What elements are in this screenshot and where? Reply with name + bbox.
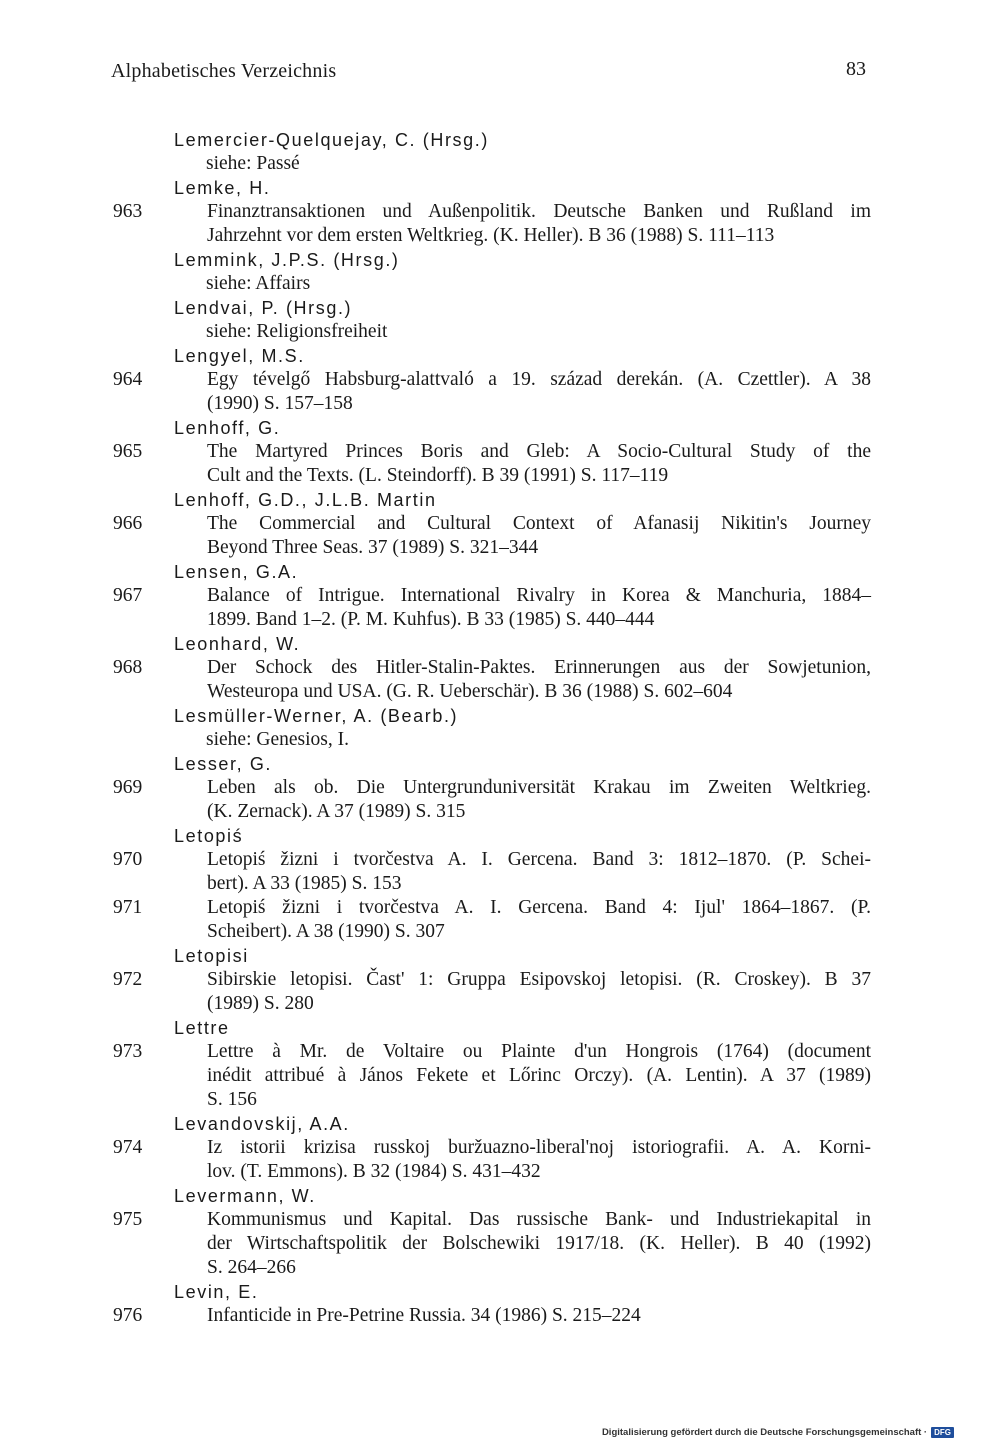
- entry-continuation: [111, 1256, 871, 1280]
- entry-line: [111, 1304, 871, 1328]
- author-heading: Lemke, H.: [174, 178, 271, 198]
- entry-continuation: [111, 1064, 871, 1088]
- entry-line: [111, 200, 871, 224]
- author-heading: Lenhoff, G.: [174, 418, 281, 438]
- entry-continuation: [111, 800, 871, 824]
- entry-text: 1899. Band 1–2. (P. M. Kuhfus). B 33 (1985) S. 440–444: [207, 609, 655, 630]
- entry-text: der Wirtschaftspolitik der Bolschewiki 1917/18. (K. Heller). B 40 (1992): [207, 1233, 871, 1254]
- entry-continuation: [111, 224, 871, 248]
- entry-number: 967: [113, 585, 143, 606]
- entry-number: 973: [113, 1041, 143, 1062]
- entry-text: Beyond Three Seas. 37 (1989) S. 321–344: [207, 537, 539, 558]
- author-heading: Lemercier-Quelquejay, C. (Hrsg.): [174, 130, 489, 150]
- entry-number: 968: [113, 657, 143, 678]
- page-header: [111, 60, 866, 90]
- entry-text: Jahrzehnt vor dem ersten Weltkrieg. (K. Heller). B 36 (1988) S. 111–113: [207, 225, 775, 246]
- entry-number: 966: [113, 513, 143, 534]
- entry-text: S. 264–266: [207, 1257, 296, 1278]
- author-heading: Leonhard, W.: [174, 634, 301, 654]
- see-reference: siehe: Genesios, I.: [206, 729, 349, 750]
- dfg-logo: DFG: [931, 1427, 954, 1438]
- entry-line: [111, 968, 871, 992]
- entry-number: 972: [113, 969, 143, 990]
- entry-line: [111, 896, 871, 920]
- author-heading: Letopiś: [174, 826, 244, 846]
- entry-text: Finanztransaktionen und Außenpolitik. Deutsche Banken und Rußland im: [207, 201, 871, 222]
- entry-continuation: [111, 872, 871, 896]
- entry-line: [111, 1040, 871, 1064]
- see-reference: siehe: Affairs: [206, 273, 311, 294]
- entry-number: 970: [113, 849, 143, 870]
- entry-number: 965: [113, 441, 143, 462]
- digitization-credit: [602, 1427, 954, 1438]
- see-reference: siehe: Religionsfreiheit: [206, 321, 388, 342]
- entry-text: (1990) S. 157–158: [207, 393, 353, 414]
- entry-text: Balance of Intrigue. International Rivalry in Korea & Manchuria, 1884–: [207, 585, 871, 606]
- entry-text: bert). A 33 (1985) S. 153: [207, 873, 402, 894]
- entry-continuation: [111, 1088, 871, 1112]
- entry-line: [111, 1136, 871, 1160]
- entry-text: (K. Zernack). A 37 (1989) S. 315: [207, 801, 466, 822]
- entry-number: 976: [113, 1305, 143, 1326]
- entry-continuation: [111, 608, 871, 632]
- index-entries: [111, 128, 871, 1328]
- entry-line: [111, 656, 871, 680]
- entry-text: Iz istorii krizisa russkoj buržuazno-liberal'noj istoriografii. A. A. Korni-: [207, 1137, 871, 1158]
- author-heading: Lesmüller-Werner, A. (Bearb.): [174, 706, 459, 726]
- author-heading: Levermann, W.: [174, 1186, 316, 1206]
- entry-number: 963: [113, 201, 143, 222]
- author-heading: Lesser, G.: [174, 754, 273, 774]
- author-heading: Lengyel, M.S.: [174, 346, 305, 366]
- entry-text: Sibirskie letopisi. Čast' 1: Gruppa Esipovskoj letopisi. (R. Croskey). B 37: [207, 969, 871, 990]
- credit-text: Digitalisierung gefördert durch die Deutsche Forschungsgemeinschaft ·: [601, 1427, 928, 1438]
- entry-text: Kommunismus und Kapital. Das russische Bank- und Industriekapital in: [207, 1209, 871, 1230]
- entry-continuation: [111, 536, 871, 560]
- entry-continuation: [111, 464, 871, 488]
- author-heading: Lendvai, P. (Hrsg.): [174, 298, 353, 318]
- entry-number: 964: [113, 369, 143, 390]
- entry-line: [111, 512, 871, 536]
- entry-text: Lettre à Mr. de Voltaire ou Plainte d'un Hongrois (1764) (document: [207, 1041, 871, 1062]
- author-heading: Lettre: [174, 1018, 230, 1038]
- entry-continuation: [111, 920, 871, 944]
- entry-continuation: [111, 392, 871, 416]
- entry-number: 971: [113, 897, 143, 918]
- entry-continuation: [111, 1232, 871, 1256]
- see-reference: siehe: Passé: [206, 153, 300, 174]
- author-heading: Lemmink, J.P.S. (Hrsg.): [174, 250, 400, 270]
- entry-text: (1989) S. 280: [207, 993, 314, 1014]
- entry-number: 974: [113, 1137, 143, 1158]
- entry-text: S. 156: [207, 1089, 257, 1110]
- author-heading: Levin, E.: [174, 1282, 259, 1302]
- entry-text: Letopiś žizni i tvorčestva A. I. Gercena. Band 3: 1812–1870. (P. Schei-: [207, 849, 871, 870]
- entry-text: Cult and the Texts. (L. Steindorff). B 39 (1991) S. 117–119: [207, 465, 669, 486]
- page-number: 83: [846, 58, 866, 80]
- entry-continuation: [111, 992, 871, 1016]
- entry-line: [111, 440, 871, 464]
- entry-text: inédit attribué à János Fekete et Lőrinc Orczy). (A. Lentin). A 37 (1989): [207, 1065, 871, 1086]
- running-title: Alphabetisches Verzeichnis: [111, 60, 337, 82]
- entry-line: [111, 848, 871, 872]
- author-heading: Lenhoff, G.D., J.L.B. Martin: [174, 490, 437, 510]
- author-heading: Letopisi: [174, 946, 249, 966]
- entry-continuation: [111, 680, 871, 704]
- author-heading: Levandovskij, A.A.: [174, 1114, 350, 1134]
- entry-text: Egy tévelgő Habsburg-alattvaló a 19. század derekán. (A. Czettler). A 38: [207, 369, 871, 390]
- entry-line: [111, 1208, 871, 1232]
- entry-number: 975: [113, 1209, 143, 1230]
- entry-text: Westeuropa und USA. (G. R. Ueberschär). B 36 (1988) S. 602–604: [207, 681, 733, 702]
- entry-text: Leben als ob. Die Untergrunduniversität Krakau im Zweiten Weltkrieg.: [207, 777, 871, 798]
- entry-text: Letopiś žizni i tvorčestva A. I. Gercena. Band 4: Ijul' 1864–1867. (P.: [207, 897, 871, 918]
- entry-text: Der Schock des Hitler-Stalin-Paktes. Erinnerungen aus der Sowjetunion,: [207, 657, 871, 678]
- entry-text: lov. (T. Emmons). B 32 (1984) S. 431–432: [207, 1161, 541, 1182]
- entry-number: 969: [113, 777, 143, 798]
- entry-line: [111, 584, 871, 608]
- entry-line: [111, 776, 871, 800]
- author-heading: Lensen, G.A.: [174, 562, 299, 582]
- entry-continuation: [111, 1160, 871, 1184]
- entry-text: The Commercial and Cultural Context of Afanasij Nikitin's Journey: [207, 513, 871, 534]
- entry-text: Scheibert). A 38 (1990) S. 307: [207, 921, 445, 942]
- entry-text: The Martyred Princes Boris and Gleb: A Socio-Cultural Study of the: [207, 441, 871, 462]
- entry-line: [111, 368, 871, 392]
- entry-text: Infanticide in Pre-Petrine Russia. 34 (1986) S. 215–224: [207, 1305, 641, 1326]
